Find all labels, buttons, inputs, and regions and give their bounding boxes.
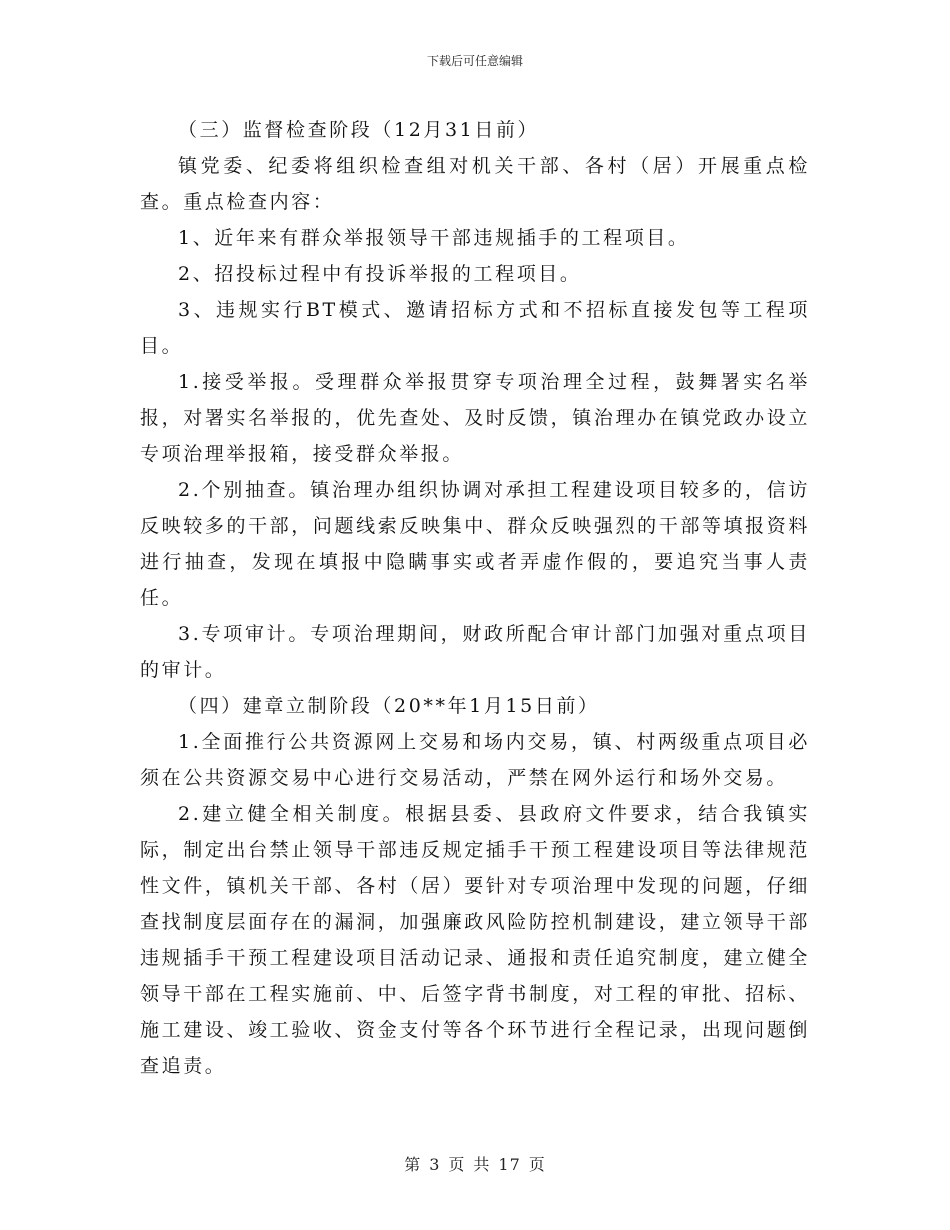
footer-total-word: 共 xyxy=(473,1155,491,1174)
list-item-inspection-3: 3、违规实行BT模式、邀请招标方式和不招标直接发包等工程项目。 xyxy=(140,299,810,357)
section-heading-supervision: （三）监督检查阶段（12月31日前） xyxy=(178,119,540,141)
footer-prefix: 第 xyxy=(404,1155,422,1174)
footer-suffix: 页 xyxy=(528,1155,546,1174)
paragraph-inspection-intro: 镇党委、纪委将组织检查组对机关干部、各村（居）开展重点检查。重点检查内容： xyxy=(140,155,810,213)
paragraph-public-trading: 1.全面推行公共资源网上交易和场内交易，镇、村两级重点项目必须在公共资源交易中心进行交易活动，严禁在网外运行和场外交易。 xyxy=(140,731,810,789)
footer-total-pages: 17 xyxy=(498,1155,521,1174)
paragraph-system-building: 2.建立健全相关制度。根据县委、县政府文件要求，结合我镇实际，制定出台禁止领导干部违反规定插手干预工程建设项目等法律规范性文件，镇机关干部、各村（居）要针对专项治理中发现的问题，仔细查找制度层面存在的漏洞，加强廉政风险防控机制建设，建立领导干部违规插手干预工程建设项目活动记录、通报和责任追究制度，建立健全领导干部在工程实施前、中、后签字背书制度，对工程的审批、招标、施工建设、竣工验收、资金支付等各个环节进行全程记录，出现问题倒查追责。 xyxy=(140,803,810,1077)
paragraph-special-audit: 3.专项审计。专项治理期间，财政所配合审计部门加强对重点项目的审计。 xyxy=(140,623,810,681)
paragraph-spot-check: 2.个别抽查。镇治理办组织协调对承担工程建设项目较多的，信访反映较多的干部，问题线索反映集中、群众反映强烈的干部等填报资料进行抽查，发现在填报中隐瞒事实或者弄虚作假的，要追究当事人责任。 xyxy=(140,479,810,609)
document-body xyxy=(140,112,810,1084)
page-header: 下载后可任意编辑 xyxy=(426,54,523,68)
list-item-inspection-2: 2、招投标过程中有投诉举报的工程项目。 xyxy=(178,263,582,285)
paragraph-accept-reports: 1.接受举报。受理群众举报贯穿专项治理全过程，鼓舞署实名举报，对署实名举报的，优先查处、及时反馈，镇治理办在镇党政办设立专项治理举报箱，接受群众举报。 xyxy=(140,371,810,465)
list-item-inspection-1: 1、近年来有群众举报领导干部违规插手的工程项目。 xyxy=(178,227,690,249)
page-footer xyxy=(0,1152,950,1175)
footer-current-page: 3 xyxy=(429,1155,441,1174)
footer-page-word: 页 xyxy=(448,1155,466,1174)
section-heading-rules: （四）建章立制阶段（20**年1月15日前） xyxy=(178,695,600,717)
